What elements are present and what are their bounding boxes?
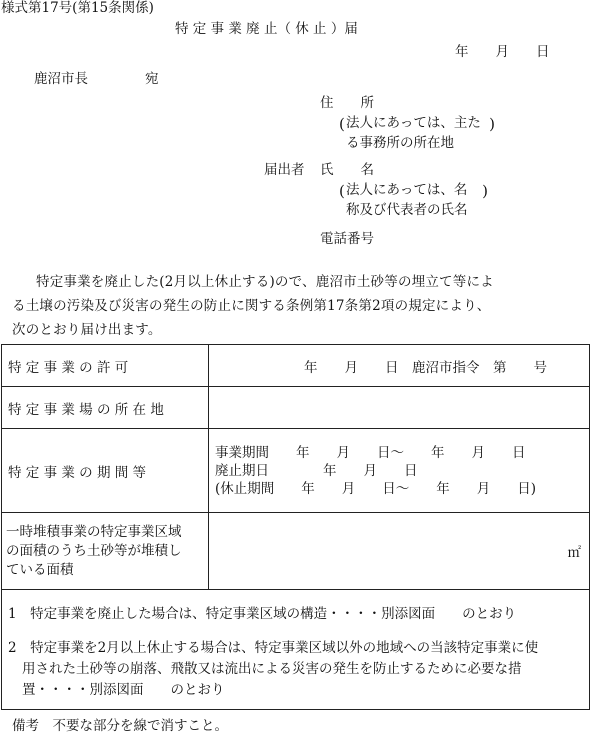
reporter-label: 届出者 (264, 162, 305, 178)
period-row (2, 429, 590, 513)
phone-label: 電話番号 (320, 231, 374, 247)
addressee-honorific: 宛 (145, 71, 159, 87)
name-label: 氏 名 (320, 162, 374, 178)
area-label-line-2: の面積のうち土砂等が堆積し (6, 542, 182, 559)
address-note: ( 法人にあっては、主た る事務所の所在地 ) (339, 115, 495, 151)
name-note-line-1: 法人にあっては、名 (346, 182, 468, 198)
period-line-2: 廃止期日 年 月 日 (215, 462, 418, 479)
body-line-3: 次のとおり届け出ます。 (12, 322, 162, 338)
address-note-line-2: る事務所の所在地 (346, 135, 454, 151)
site-row (2, 387, 590, 429)
addressee (34, 71, 159, 87)
permit-row (2, 345, 590, 387)
body-line-2: る土壌の汚染及び災害の発生の防止に関する条例第17条第2項の規定により、 (12, 298, 491, 314)
area-label (2, 513, 209, 590)
note-2-line-1: 2 特定事業を2月以上休止する場合は、特定事業区域以外の地域への当該特定事業に使 (8, 640, 539, 656)
note-2-line-2: 用された土砂等の崩落、飛散又は流出による災害の発生を防止するために必要な措 (22, 661, 522, 677)
area-row (2, 513, 590, 590)
period-line-1: 事業期間 年 月 日～ 年 月 日 (215, 444, 526, 461)
form-number: 様式第17号(第15条関係) (1, 0, 154, 16)
note-2-line-3: 置・・・・別添図面 のとおり (22, 682, 225, 698)
report-table (1, 344, 590, 590)
name-note-line-2: 称及び代表者の氏名 (346, 202, 468, 218)
period-label: 特 定 事 業 の 期 間 等 (2, 429, 209, 513)
permit-value: 年 月 日 鹿沼市指令 第 号 (209, 345, 590, 387)
document-title: 特 定 事 業 廃 止（ 休 止 ）届 (175, 21, 358, 37)
submission-date: 年 月 日 (455, 44, 550, 60)
period-line-3: (休止期間 年 月 日～ 年 月 日) (215, 480, 537, 497)
body-paragraph (12, 270, 587, 342)
addressee-name: 鹿沼市長 (34, 71, 88, 87)
area-unit: ㎡ (567, 545, 581, 561)
site-value[interactable] (209, 387, 590, 429)
area-label-line-1: 一時堆積事業の特定事業区域 (6, 523, 182, 540)
name-note: ( 法人にあっては、名 称及び代表者の氏名 ) (339, 182, 488, 218)
remark: 備考 不要な部分を線で消すこと。 (12, 718, 228, 734)
address-note-line-1: 法人にあっては、主た (346, 115, 481, 131)
address-label: 住 所 (320, 95, 374, 111)
note-1: 1 特定事業を廃止した場合は、特定事業区域の構造・・・・別添図面 のとおり (8, 606, 517, 622)
site-label: 特 定 事 業 場 の 所 在 地 (2, 387, 209, 429)
body-line-1: 特定事業を廃止した(2月以上休止する)ので、鹿沼市土砂等の埋立て等によ (36, 274, 494, 290)
area-label-line-3: ている面積 (6, 561, 74, 578)
area-value (209, 513, 590, 590)
period-value (209, 429, 590, 513)
permit-label: 特 定 事 業 の 許 可 (2, 345, 209, 387)
notes-box (1, 589, 590, 710)
